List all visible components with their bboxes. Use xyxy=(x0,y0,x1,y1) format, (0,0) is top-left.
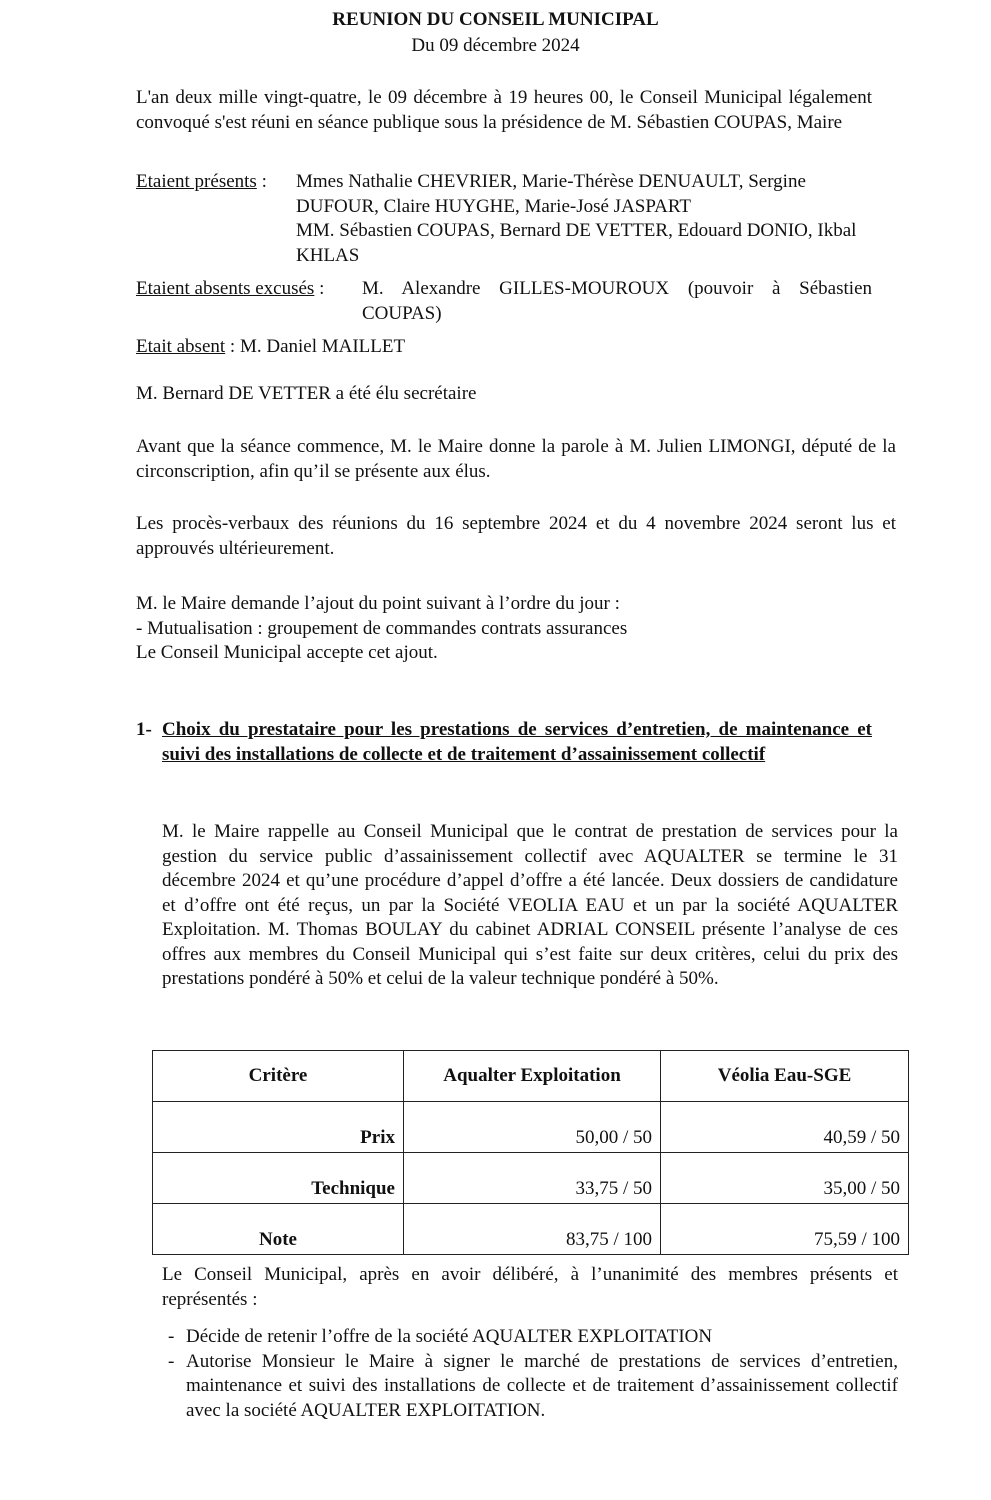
decision-paragraph: Le Conseil Municipal, après en avoir délibéré, à l’unanimité des membres présents et représentés : xyxy=(162,1264,898,1310)
table-header-row xyxy=(153,1051,909,1102)
table-cell: 33,75 / 50 xyxy=(404,1153,661,1204)
table-cell: 40,59 / 50 xyxy=(661,1102,909,1153)
decision-list xyxy=(162,1325,898,1423)
presents-men: MM. Sébastien COUPAS, Bernard DE VETTER, Edouard DONIO, Ikbal KHLAS xyxy=(296,220,857,266)
depute-paragraph: Avant que la séance commence, M. le Maire donne la parole à M. Julien LIMONGI, député de la circonscription, afin qu’il se présente aux élus. xyxy=(136,436,896,482)
absent-block xyxy=(136,335,405,360)
table-cell: 75,59 / 100 xyxy=(661,1204,909,1255)
table-row xyxy=(153,1102,909,1153)
table-cell: 35,00 / 50 xyxy=(661,1153,909,1204)
excuses-value: M. Alexandre GILLES-MOUROUX (pouvoir à Sébastien COUPAS) xyxy=(362,278,872,324)
secretary-line: M. Bernard DE VETTER a été élu secrétaire xyxy=(136,383,477,404)
list-item: - Décide de retenir l’offre de la société AQUALTER EXPLOITATION xyxy=(162,1325,898,1350)
table-header: Critère xyxy=(153,1051,404,1102)
absent-value: : M. Daniel MAILLET xyxy=(225,336,406,357)
document-title: REUNION DU CONSEIL MUNICIPAL xyxy=(332,9,659,30)
table-header: Véolia Eau-SGE xyxy=(661,1051,909,1102)
document-date: Du 09 décembre 2024 xyxy=(411,35,580,56)
section1-title: Choix du prestataire pour les prestations de services d’entretien, de maintenance et suivi des installations de collecte et de traitement d’assainissement collectif xyxy=(162,719,872,765)
table-cell: Technique xyxy=(153,1153,404,1204)
table-cell: Note xyxy=(153,1204,404,1255)
presents-label: Etaient présents xyxy=(136,171,257,192)
ajout-line3: Le Conseil Municipal accepte cet ajout. xyxy=(136,642,438,663)
criteria-table xyxy=(152,1050,909,1255)
ajout-line1: M. le Maire demande l’ajout du point suivant à l’ordre du jour : xyxy=(136,593,620,614)
pv-paragraph: Les procès-verbaux des réunions du 16 septembre 2024 et du 4 novembre 2024 seront lus et approuvés ultérieurement. xyxy=(136,513,896,559)
table-header: Aqualter Exploitation xyxy=(404,1051,661,1102)
intro-paragraph: L'an deux mille vingt-quatre, le 09 décembre à 19 heures 00, le Conseil Municipal légalement convoqué s'est réuni en séance publique sous la présidence de M. Sébastien COUPAS, Maire xyxy=(136,87,872,133)
excuses-sep: : xyxy=(314,278,325,299)
presents-sep: : xyxy=(256,171,267,192)
ajout-block xyxy=(136,592,627,666)
section1-number: 1- xyxy=(136,719,152,740)
excuses-label: Etaient absents excusés xyxy=(136,278,315,299)
section1-heading xyxy=(136,718,872,767)
table-row xyxy=(153,1153,909,1204)
table-cell: Prix xyxy=(153,1102,404,1153)
section1-body: M. le Maire rappelle au Conseil Municipal que le contrat de prestation de services pour la gestion du service public d’assainissement collectif avec AQUALTER se termine le 31 décembre 2024 et qu’une procédure d’appel d’offre a été lancée. Deux dossiers de candidature et d’offre ont été reçus, un par la Société VEOLIA EAU et un par la société AQUALTER Exploitation. M. Thomas BOULAY du cabinet ADRIAL CONSEIL présente l’analyse de ces offres aux membres du Conseil Municipal qui s’est faite sur deux critères, celui du prix des prestations pondéré à 50% et celui de la valeur technique pondéré à 50%. xyxy=(162,821,898,989)
table-cell: 50,00 / 50 xyxy=(404,1102,661,1153)
table-row xyxy=(153,1204,909,1255)
presents-block xyxy=(136,170,876,268)
absent-label: Etait absent xyxy=(136,336,226,357)
table-cell: 83,75 / 100 xyxy=(404,1204,661,1255)
ajout-line2: - Mutualisation : groupement de commandes contrats assurances xyxy=(136,617,628,639)
excuses-block xyxy=(136,277,872,326)
presents-women: Mmes Nathalie CHEVRIER, Marie-Thérèse DENUAULT, Sergine DUFOUR, Claire HUYGHE, Marie-José JASPART xyxy=(296,171,806,217)
list-item: - Autorise Monsieur le Maire à signer le marché de prestations de services d’entretien, maintenance et suivi des installations de collecte et de traitement d’assainissement collectif avec la société AQUALTER EXPLOITATION. xyxy=(162,1350,898,1424)
